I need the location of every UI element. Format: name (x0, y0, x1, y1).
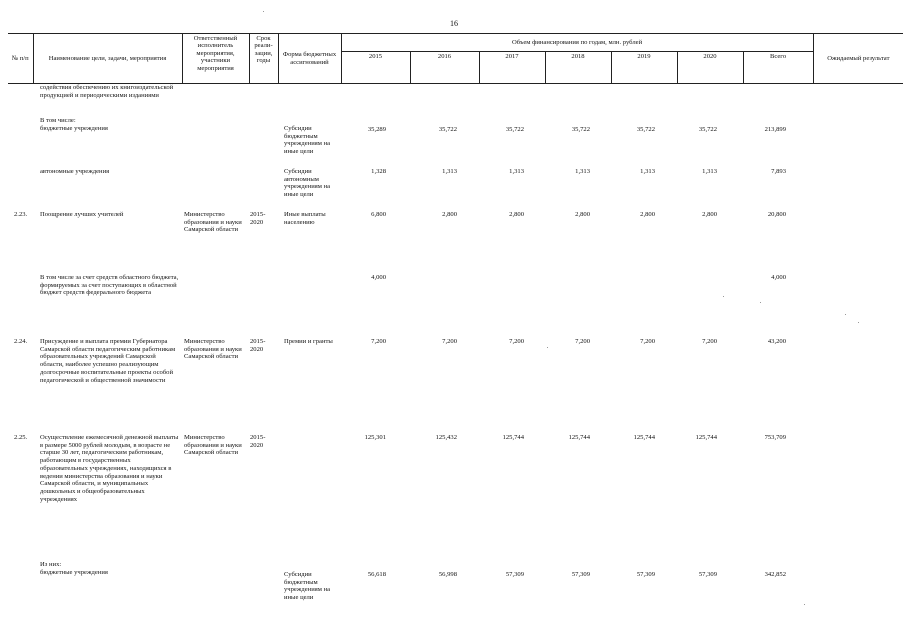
header-expected: Ожидаемый результат (813, 34, 903, 84)
value-2018: 2,800 (575, 211, 590, 218)
value-2019: 7,200 (640, 338, 655, 345)
row-name: Из них: бюджетные учреждения (40, 561, 108, 576)
value-2017: 2,800 (509, 211, 524, 218)
row-name: Осуществление ежемесячной денежной выплаты в размере 5000 рублей молодым, в возрасте не старше 30 лет, педагогическим работникам, работающим в государственных образовательных учреждениях, находящихся в ведении министерства образования и науки Самарской области, и муниципальных дошкольных и общеобразовательных учреждениях (40, 434, 179, 503)
row-name: В том числе за счет средств областного бюджета, формируемых за счет поступающих в областной бюджет средств федерального бюджета (40, 274, 179, 297)
row-name: содействия обеспечению их книгоиздательской продукцией и периодическими изданиями (40, 84, 174, 99)
header-funding: Объем финансирования по годам, млн. рублей (341, 34, 813, 52)
row-form: Субсидии бюджетным учреждениям на иные цели (284, 571, 331, 602)
scan-speck (547, 347, 548, 348)
scan-speck (845, 314, 846, 315)
header-year: 2020 (677, 52, 743, 84)
table-header (8, 33, 903, 84)
row-name: Поощрение лучших учителей (40, 211, 124, 218)
value-2020: 2,800 (702, 211, 717, 218)
value-total: 43,200 (767, 338, 786, 345)
value-2020: 35,722 (698, 126, 717, 133)
value-2016: 1,313 (442, 168, 457, 175)
value-2020: 125,744 (695, 434, 717, 441)
scan-speck (804, 604, 805, 605)
row-form: Субсидии автономным учреждениям на иные цели (284, 168, 331, 199)
value-2017: 57,309 (505, 571, 524, 578)
value-2016: 2,800 (442, 211, 457, 218)
value-2019: 1,313 (640, 168, 655, 175)
value-2018: 7,200 (575, 338, 590, 345)
row-name: автономные учреждения (40, 168, 110, 175)
value-2018: 125,744 (568, 434, 590, 441)
row-number: 2.24. (14, 338, 28, 345)
row-responsible: Министерство образования и науки Самарской области (184, 211, 242, 234)
value-total: 753,709 (764, 434, 786, 441)
value-2017: 1,313 (509, 168, 524, 175)
value-2018: 35,722 (571, 126, 590, 133)
value-2016: 56,998 (438, 571, 457, 578)
header-total: Всего (743, 52, 813, 84)
row-number: 2.23. (14, 211, 28, 218)
value-2018: 1,313 (575, 168, 590, 175)
row-name: В том числе: бюджетные учреждения (40, 117, 108, 132)
value-2016: 35,722 (438, 126, 457, 133)
header-year: 2019 (611, 52, 677, 84)
value-2015: 35,289 (367, 126, 386, 133)
value-2017: 125,744 (502, 434, 524, 441)
value-2020: 57,309 (698, 571, 717, 578)
row-term: 2015-2020 (250, 434, 266, 449)
header-term: Срок реали-зации, годы (249, 34, 278, 84)
value-2015: 56,618 (367, 571, 386, 578)
value-2019: 57,309 (636, 571, 655, 578)
value-total: 4,000 (771, 274, 786, 281)
value-2017: 7,200 (509, 338, 524, 345)
header-name: Наименование цели, задачи, мероприятия (33, 34, 182, 84)
header-year: 2017 (479, 52, 545, 84)
row-form: Иные выплаты населению (284, 211, 326, 226)
row-term: 2015-2020 (250, 211, 266, 226)
row-form: Премии и гранты (284, 338, 333, 345)
value-total: 213,899 (764, 126, 786, 133)
scan-speck (760, 302, 761, 303)
value-total: 20,800 (767, 211, 786, 218)
row-responsible: Министерство образования и науки Самарской области (184, 338, 242, 361)
header-form: Форма бюджетных ассигнований (278, 34, 341, 84)
value-2015: 4,000 (371, 274, 386, 281)
scan-speck (723, 296, 724, 297)
header-num: № п/п (8, 34, 33, 84)
row-name: Присуждение и выплата премии Губернатора Самарской области педагогическим работникам образовательных учреждений Самарской области, наиболее успешно реализующим долгосрочные воспитательные проекты особой педагогической и общественной значимости (40, 338, 176, 384)
value-2015: 125,301 (364, 434, 386, 441)
value-2020: 7,200 (702, 338, 717, 345)
value-2016: 125,432 (435, 434, 457, 441)
value-total: 7,893 (771, 168, 786, 175)
value-total: 342,852 (764, 571, 786, 578)
value-2015: 1,328 (371, 168, 386, 175)
row-form: Субсидии бюджетным учреждениям на иные цели (284, 125, 331, 156)
scan-speck (263, 11, 264, 12)
scan-speck (858, 322, 859, 323)
header-year: 2015 (341, 52, 410, 84)
header-year: 2016 (410, 52, 479, 84)
header-year: 2018 (545, 52, 611, 84)
value-2019: 2,800 (640, 211, 655, 218)
value-2020: 1,313 (702, 168, 717, 175)
value-2016: 7,200 (442, 338, 457, 345)
value-2018: 57,309 (571, 571, 590, 578)
value-2017: 35,722 (505, 126, 524, 133)
page-number: 16 (450, 19, 458, 28)
value-2019: 125,744 (633, 434, 655, 441)
row-number: 2.25. (14, 434, 28, 441)
header-responsible: Ответственный исполнитель мероприятия, участники мероприятия (182, 34, 249, 84)
value-2015: 6,800 (371, 211, 386, 218)
value-2015: 7,200 (371, 338, 386, 345)
value-2019: 35,722 (636, 126, 655, 133)
row-term: 2015-2020 (250, 338, 266, 353)
row-responsible: Министерство образования и науки Самарской области (184, 434, 242, 457)
